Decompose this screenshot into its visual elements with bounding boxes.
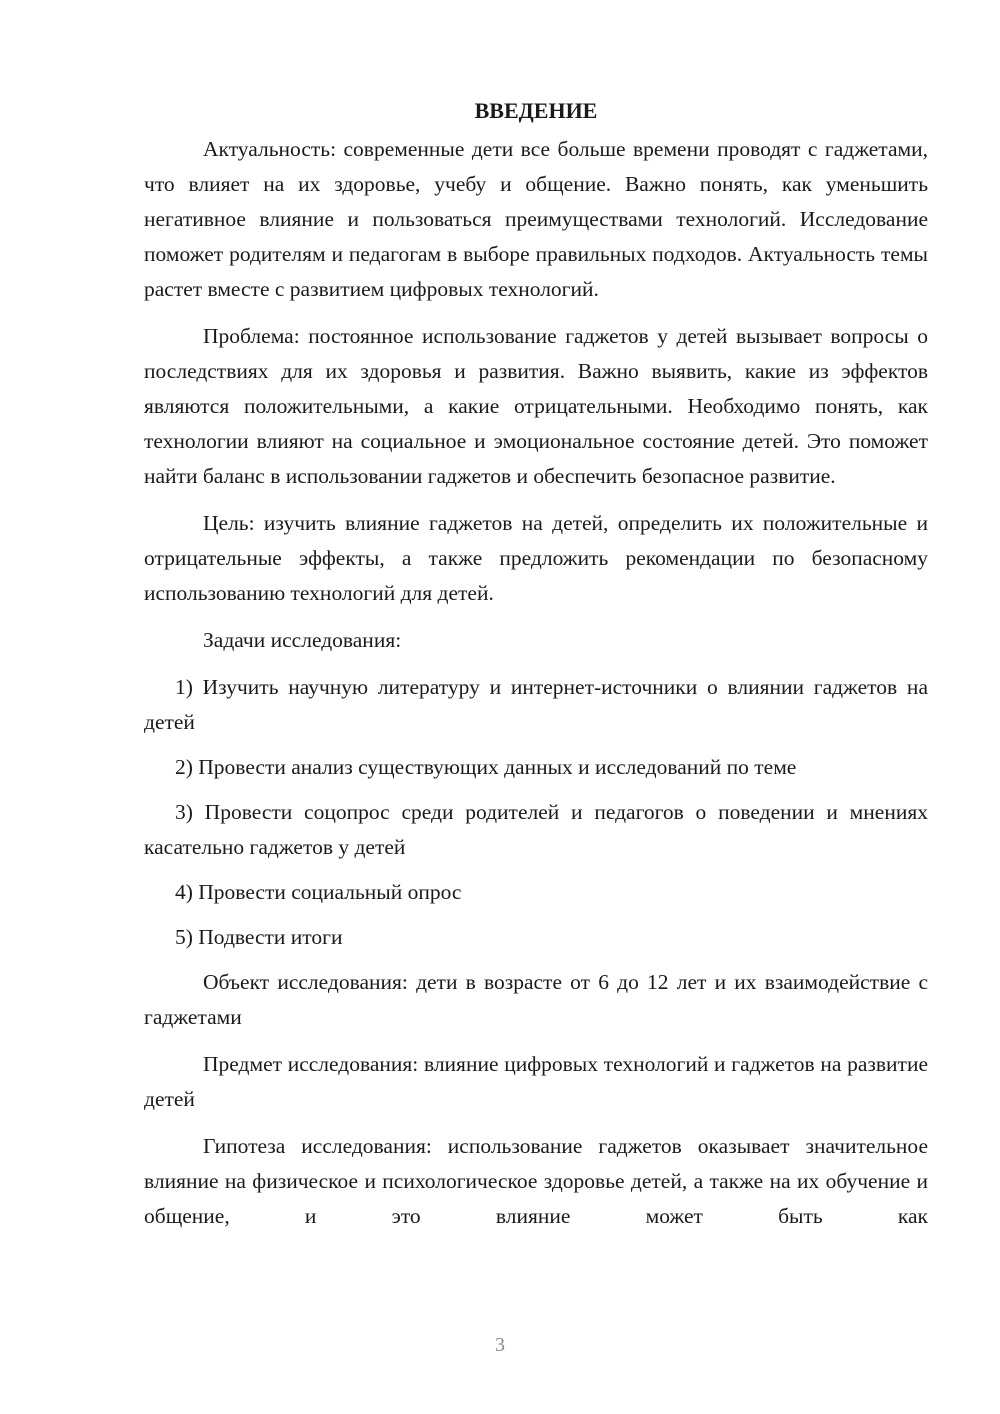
object-paragraph: Объект исследования: дети в возрасте от 6 до 12 лет и их взаимодействие с гаджетами bbox=[144, 970, 928, 1029]
list-item: 1) Изучить научную литературу и интернет-источники о влиянии гаджетов на детей bbox=[144, 675, 928, 734]
goal-paragraph: Цель: изучить влияние гаджетов на детей, определить их положительные и отрицательные эффекты, а также предложить рекомендации по безопасному использованию технологий для детей. bbox=[144, 511, 928, 605]
list-item: 4) Провести социальный опрос bbox=[175, 880, 462, 904]
subject-paragraph: Предмет исследования: влияние цифровых технологий и гаджетов на развитие детей bbox=[144, 1052, 928, 1111]
tasks-heading: Задачи исследования: bbox=[203, 628, 402, 652]
list-item: 2) Провести анализ существующих данных и исследований по теме bbox=[175, 755, 797, 779]
hypothesis-paragraph: Гипотеза исследования: использование гаджетов оказывает значительное влияние на физическое и психологическое здоровье детей, а также на их обучение и общение, и это влияние может быть как bbox=[144, 1134, 928, 1228]
document-page bbox=[144, 96, 928, 1234]
problem-paragraph: Проблема: постоянное использование гаджетов у детей вызывает вопросы о последствиях для их здоровья и развития. Важно выявить, какие из эффектов являются положительными, а какие отрицательными. Необходимо понять, как технологии влияют на социальное и эмоциональное состояние детей. Это поможет найти баланс в использовании гаджетов и обеспечить безопасное развитие. bbox=[144, 324, 928, 488]
section-title: ВВЕДЕНИЕ bbox=[474, 98, 598, 123]
tasks-list bbox=[144, 670, 928, 955]
page-number: 3 bbox=[495, 1334, 505, 1356]
list-item: 5) Подвести итоги bbox=[175, 925, 343, 949]
relevance-paragraph: Актуальность: современные дети все больше времени проводят с гаджетами, что влияет на их здоровье, учебу и общение. Важно понять, как уменьшить негативное влияние и пользоваться преимуществами технологий. Исследование поможет родителям и педагогам в выборе правильных подходов. Актуальность темы растет вместе с развитием цифровых технологий. bbox=[144, 137, 928, 301]
list-item: 3) Провести соцопрос среди родителей и педагогов о поведении и мнениях касательно гаджетов у детей bbox=[144, 800, 928, 859]
